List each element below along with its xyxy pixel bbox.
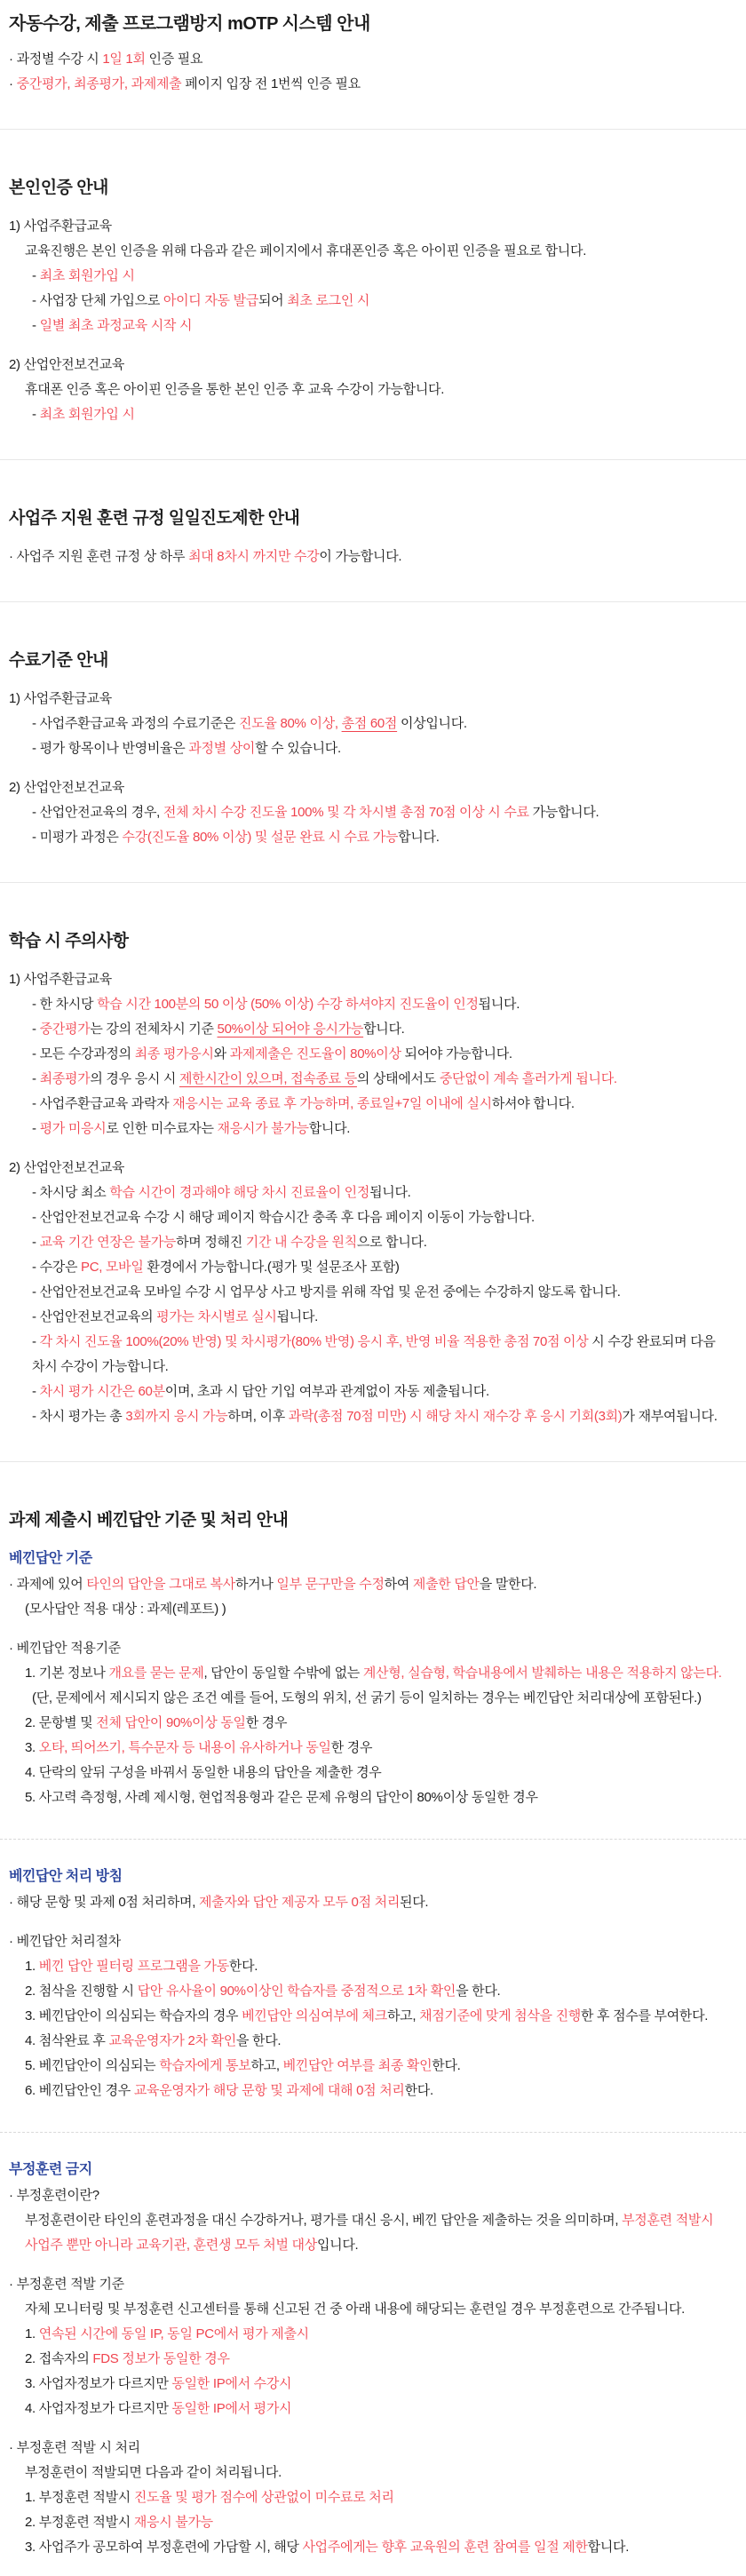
emphasis-text: 중간평가, 최종평가, 과제제출 [16,76,182,91]
emphasis-text: 최초 회원가입 시 [39,268,135,283]
text-line [9,289,737,314]
plain-text: 하셔야 합니다. [491,1096,575,1111]
plain-text: 1. 기본 정보나 [25,1666,109,1681]
plain-text: · 부정훈련이란? [9,2188,99,2203]
emphasis-text: 최종 평가응시 [134,1046,214,1061]
emphasis-text: 베낀답안 여부를 최종 확인 [282,2058,433,2073]
plain-text: - [32,1121,40,1136]
emphasis-text: 중간평가 [39,1022,91,1037]
notice-section [9,927,737,1462]
plain-text: 자체 모니터링 및 부정훈련 신고센터를 통해 신고된 건 중 아래 내용에 해당되는 훈련일 경우 부정훈련으로 간주됩니다. [25,2302,686,2317]
text-line [9,2535,737,2560]
subsection-heading: 베낀답안 처리 방침 [9,1869,123,1884]
emphasis-text: 연속된 시간에 동일 IP, 동일 PC에서 평가 제출시 [38,2326,309,2341]
text-line [9,2436,737,2461]
plain-text: · 부정훈련 적발 시 처리 [9,2440,140,2455]
text-line [9,1117,737,1141]
plain-text: 1. 부정훈련 적발시 [25,2490,134,2505]
emphasis-text: 최초 로그인 시 [287,293,370,308]
text-line [9,736,737,761]
emphasis-text: PC, 모바일 [81,1260,144,1275]
plain-text: 2) 산업안전보건교육 [9,1160,125,1175]
text-line [9,314,737,338]
emphasis-text: 최대 8차시 까지만 수강 [188,549,320,564]
plain-text: , 답안이 동일할 수밖에 없는 [203,1666,363,1681]
text-line [9,712,737,736]
plain-text: · 부정훈련 적발 기준 [9,2277,124,2292]
text-line [9,1379,737,1404]
emphasis-text: 일별 최초 과정교육 시작 시 [39,318,193,333]
emphasis-text: 제한시간이 있으며, 접속종료 등 [179,1071,357,1086]
plain-text: · 베낀답안 적용기준 [9,1641,121,1656]
text-line [9,1305,737,1330]
plain-text: 부정훈련이 적발되면 다음과 같이 처리됩니다. [25,2465,282,2480]
plain-text: 한 후 점수를 부여한다. [580,2008,709,2023]
text-line [9,214,737,239]
text-line [9,1736,737,1761]
emphasis-text: 일부 문구만을 수정 [276,1577,385,1592]
emphasis-text: 채점기준에 맞게 첨삭을 진행 [419,2008,581,2023]
text-line [9,2510,737,2535]
plain-text: 하고, [386,2008,420,2023]
plain-text: 할 수 있습니다. [255,741,341,756]
text-line [9,72,737,97]
emphasis-text: 베낀답안 의심여부에 체크 [242,2008,387,2023]
text-line [9,1785,737,1810]
plain-text: 3. 베낀답안이 의심되는 학습자의 경우 [25,2008,242,2023]
text-line [9,2347,737,2372]
emphasis-text: 동일한 IP에서 평가시 [171,2401,292,2416]
text-line [9,378,737,402]
plain-text: · 베낀답안 처리절차 [9,1934,121,1949]
plain-text: 합니다. [587,2540,630,2555]
plain-text: 2. 첨삭을 진행할 시 [25,1984,138,1999]
section-divider [0,1461,746,1462]
plain-text: 1) 사업주환급교육 [9,972,112,987]
emphasis-text: 수강(진도율 80% 이상) 및 설문 완료 시 수료 가능 [122,830,399,845]
plain-text: 인증 필요 [145,52,203,67]
text-line [9,2461,737,2485]
plain-text: 하여 [384,1577,413,1592]
text-line [9,264,737,289]
plain-text: 5. 베낀답안이 의심되는 [25,2058,160,2073]
emphasis-text: 과제제출은 진도율이 80%이상 [229,1046,401,1061]
plain-text: 4. 첨삭완료 후 [25,2033,109,2048]
text-line [9,1572,737,1597]
plain-text: - [32,1334,40,1349]
text-line [9,2054,737,2079]
emphasis-text: 부정훈련 적발시 사업주 뿐만 아니라 교육기관, 훈련생 모두 처벌 대상 [25,2213,714,2253]
emphasis-text: 제출자와 답안 제공자 모두 0점 처리 [198,1895,401,1910]
plain-text: 되어야 가능합니다. [401,1046,512,1061]
emphasis-text: 제출한 답안 [412,1577,480,1592]
plain-text: 가능합니다. [528,805,599,820]
plain-text: - [32,268,40,283]
plain-text: 됩니다. [276,1309,319,1324]
emphasis-text: 아이디 자동 발급 [163,293,258,308]
section-divider [0,882,746,883]
emphasis-text: 과정별 상이 [188,741,256,756]
plain-text: 하며, 이후 [227,1409,289,1424]
plain-text: 로 인한 미수료자는 [106,1121,218,1136]
plain-text: 을 말한다. [479,1577,537,1592]
emphasis-text: 전체 답안이 90%이상 동일 [96,1715,246,1730]
notice-section [9,647,737,883]
section-divider [0,601,746,602]
plain-text: 는 강의 전체차시 기준 [90,1022,218,1037]
plain-text: (모사답안 적용 대상 : 과제(레포트) ) [25,1602,226,1617]
plain-text: 합니다. [398,830,440,845]
text-line [9,1686,737,1711]
plain-text: 입니다. [316,2238,359,2253]
text-line [9,1042,737,1067]
plain-text: 3. 사업주가 공모하여 부정훈련에 가담할 시, 해당 [25,2540,303,2555]
plain-text: 하거나 [234,1577,277,1592]
plain-text: - 한 차시당 [32,997,98,1012]
plain-text: 되어 [258,293,288,308]
emphasis-text: 평가는 차시별로 실시 [156,1309,277,1324]
text-line [9,402,737,427]
text-line [9,1181,737,1205]
plain-text: - [32,1022,40,1037]
subsection-heading: 부정훈련 금지 [9,2162,92,2177]
emphasis-text: 학습자에게 통보 [159,2058,251,2073]
section-heading: 본인인증 안내 [9,179,108,197]
text-line [9,1890,737,1915]
plain-text: 3. [25,1740,39,1755]
emphasis-text: 최초 회원가입 시 [39,407,135,422]
plain-text: - 미평가 과정은 [32,830,123,845]
subsection-heading: 베낀답안 기준 [9,1551,92,1566]
plain-text: 4. 사업자정보가 다르지만 [25,2401,172,2416]
plain-text: - [32,1384,40,1399]
emphasis-text: 각 차시 진도율 100%(20% 반영) 및 차시평가(80% 반영) 응시 후, 반영 비율 적용한 총점 70점 이상 [39,1334,589,1349]
emphasis-text: 전체 차시 수강 진도율 100% 및 각 차시별 총점 70점 이상 시 수료 [163,805,529,820]
emphasis-text: 1일 1회 [102,52,146,67]
plain-text: (단, 문제에서 제시되지 않은 조건 예를 들어, 도형의 위치, 선 굵기 등이 일치하는 경우는 베낀답안 처리대상에 포함된다.) [32,1690,702,1705]
emphasis-text: 타인의 답안을 그대로 복사 [86,1577,235,1592]
text-line [9,992,737,1017]
plain-text: 부정훈련이란 타인의 훈련과정을 대신 수강하거나, 평가를 대신 응시, 베낀 답안을 제출하는 것을 의미하며, [25,2213,623,2228]
section-divider [0,459,746,460]
section-heading: 수료기준 안내 [9,651,108,670]
text-line [9,2079,737,2103]
emphasis-text: 총점 60점 [341,716,398,731]
emphasis-text: 50%이상 되어야 응시가능 [217,1022,364,1037]
text-line [9,47,737,72]
text-line [9,1929,737,1954]
plain-text: 이 가능합니다. [319,549,402,564]
plain-text: - 사업주환급교육 과정의 수료기준은 [32,716,240,731]
emphasis-text: 오타, 띄어쓰기, 특수문자 등 내용이 유사하거나 동일 [38,1740,331,1755]
section-divider [0,1839,746,1840]
plain-text: - 산업안전보건교육의 [32,1309,157,1324]
plain-text: 한 경우 [330,1740,373,1755]
plain-text: 5. 사고력 측정형, 사례 제시형, 현업적용형과 같은 문제 유형의 답안이 80%이상 동일한 경우 [25,1790,538,1805]
section-heading: 학습 시 주의사항 [9,932,129,950]
plain-text: 한 경우 [245,1715,288,1730]
plain-text: 시 수강 완료되며 다음 차시 수강이 가능합니다. [32,1334,716,1374]
plain-text: - [32,1235,40,1250]
text-line [9,1205,737,1230]
emphasis-text: 사업주에게는 향후 교육원의 훈련 참여를 일절 제한 [302,2540,588,2555]
plain-text: · 사업주 지원 훈련 규정 상 하루 [9,549,189,564]
plain-text: - 사업주환급교육 과락자 [32,1096,173,1111]
plain-text: 2. 부정훈련 적발시 [25,2515,134,2530]
section-divider [0,2132,746,2133]
text-line [9,775,737,800]
text-line [9,800,737,825]
text-line [9,1761,737,1785]
emphasis-text: 진도율 및 평가 점수에 상관없이 미수료로 처리 [133,2490,394,2505]
text-line [9,1017,737,1042]
text-line [9,825,737,850]
text-line [9,1954,737,1979]
plain-text: 2) 산업안전보건교육 [9,780,125,795]
text-line [9,1979,737,2004]
emphasis-text: 답안 유사율이 90%이상인 학습자를 중점적으로 1차 확인 [137,1984,456,1999]
plain-text: · 과정별 수강 시 [9,52,103,67]
text-line [9,687,737,712]
plain-text: - [32,1071,40,1086]
text-line [9,1404,737,1429]
plain-text: - [32,318,40,333]
plain-text: 가 재부여됩니다. [622,1409,718,1424]
emphasis-text: 재응시가 불가능 [217,1121,309,1136]
plain-text: 교육진행은 본인 인증을 위해 다음과 같은 페이지에서 휴대폰인증 혹은 아이핀 인증을 필요로 합니다. [25,243,587,258]
text-line [9,353,737,378]
plain-text: 한다. [432,2058,461,2073]
plain-text: · 과제에 있어 [9,1577,87,1592]
plain-text: 하며 정해진 [176,1235,246,1250]
text-line [9,1330,737,1379]
plain-text: 한다. [228,1959,258,1974]
plain-text: 2) 산업안전보건교육 [9,357,125,372]
plain-text: - 평가 항목이나 반영비율은 [32,741,189,756]
plain-text: 3. 사업자정보가 다르지만 [25,2376,172,2391]
plain-text: 된다. [400,1895,429,1910]
plain-text: 1. [25,1959,39,1974]
plain-text: 1. [25,2326,39,2341]
plain-text: 이며, 초과 시 답안 기입 여부과 관계없이 자동 제출됩니다. [164,1384,489,1399]
emphasis-text: 3회까지 응시 가능 [125,1409,228,1424]
text-line [9,1067,737,1092]
text-line [9,1711,737,1736]
plain-text: 1) 사업주환급교육 [9,219,112,234]
plain-text: 합니다. [308,1121,351,1136]
plain-text: 와 [213,1046,230,1061]
plain-text: 됩니다. [369,1185,411,1200]
plain-text: 한다. [404,2083,433,2098]
plain-text: - 산업안전보건교육 모바일 수강 시 업무상 사고 방지를 위해 작업 및 운전 중에는 수강하지 않도록 합니다. [32,1284,621,1300]
plain-text: 2. 접속자의 [25,2351,93,2366]
text-line [9,2029,737,2054]
plain-text: 의 경우 응시 시 [90,1071,179,1086]
text-line [9,2183,737,2208]
emphasis-text: 재응시 불가능 [133,2515,213,2530]
text-line [9,2208,737,2258]
emphasis-text: 최종평가 [39,1071,91,1086]
text-line [9,1255,737,1280]
text-line [9,2004,737,2029]
emphasis-text: 차시 평가 시간은 60분 [39,1384,165,1399]
emphasis-text: 교육 기간 연장은 불가능 [39,1235,177,1250]
plain-text: 4. 단락의 앞뒤 구성을 바꿔서 동일한 내용의 답안을 제출한 경우 [25,1765,382,1780]
plain-text: - 차시 평가는 총 [32,1409,126,1424]
plain-text: 휴대폰 인증 혹은 아이핀 인증을 통한 본인 인증 후 교육 수강이 가능합니다. [25,382,445,397]
plain-text: - [32,407,40,422]
plain-text: - 모든 수강과정의 [32,1046,135,1061]
text-line [9,1636,737,1661]
notice-section [9,9,737,130]
emphasis-text: 교육운영자가 해당 문항 및 과제에 대해 0점 처리 [133,2083,405,2098]
emphasis-text: 개요를 묻는 문제 [108,1666,204,1681]
emphasis-text: 동일한 IP에서 수강시 [171,2376,292,2391]
plain-text: 하고, [250,2058,283,2073]
section-heading: 과제 제출시 베낀답안 기준 및 처리 안내 [9,1511,289,1530]
plain-text: - 산업안전교육의 경우, [32,805,163,820]
plain-text: 1) 사업주환급교육 [9,691,112,706]
text-line [9,545,737,569]
text-line [9,2372,737,2397]
section-divider [0,129,746,130]
emphasis-text: 베낀 답안 필터링 프로그램을 가동 [38,1959,229,1974]
plain-text: - 차시당 최소 [32,1185,110,1200]
notice-section [9,1507,737,2560]
plain-text: 의 상태에서도 [356,1071,440,1086]
text-line [9,1280,737,1305]
text-line [9,2297,737,2322]
plain-text: 합니다. [363,1022,405,1037]
text-line [9,2485,737,2510]
plain-text: · [9,76,17,91]
plain-text: - 사업장 단체 가입으로 [32,293,163,308]
text-line [9,1092,737,1117]
notice-section [9,174,737,460]
emphasis-text: 학습 시간이 경과해야 해당 차시 진료율이 인정 [109,1185,370,1200]
plain-text: 을 한다. [456,1984,501,1999]
text-line [9,1230,737,1255]
plain-text: - 산업안전보건교육 수강 시 해당 페이지 학습시간 충족 후 다음 페이지 이동이 가능합니다. [32,1210,535,1225]
plain-text: 이상입니다. [397,716,467,731]
plain-text: - 수강은 [32,1260,82,1275]
plain-text: 페이지 입장 전 1번씩 인증 필요 [181,76,361,91]
plain-text: · 해당 문항 및 과제 0점 처리하며, [9,1895,199,1910]
notice-section [9,505,737,602]
emphasis-text: 진도율 80% 이상, [239,716,342,731]
emphasis-text: FDS 정보가 동일한 경우 [92,2351,230,2366]
plain-text: 을 한다. [235,2033,282,2048]
emphasis-text: 평가 미응시 [39,1121,107,1136]
text-line [9,1661,737,1686]
text-line [9,1597,737,1622]
plain-text: 6. 베낀답안인 경우 [25,2083,134,2098]
text-line [9,967,737,992]
plain-text: 환경에서 가능합니다.(평가 및 설문조사 포함) [143,1260,400,1275]
emphasis-text: 중단없이 계속 흘러가게 됩니다. [439,1071,617,1086]
text-line [9,2397,737,2421]
text-line [9,1156,737,1181]
emphasis-text: 재응시는 교육 종료 후 가능하며, 종료일+7일 이내에 실시 [172,1096,492,1111]
text-line [9,2322,737,2347]
emphasis-text: 과락(총점 70점 미만) 시 해당 차시 재수강 후 응시 기회(3회) [288,1409,623,1424]
plain-text: 2. 문항별 및 [25,1715,97,1730]
text-line [9,2272,737,2297]
emphasis-text: 학습 시간 100분의 50 이상 (50% 이상) 수강 하셔야지 진도율이 인정 [97,997,479,1012]
emphasis-text: 기간 내 수강을 원칙 [245,1235,357,1250]
section-heading: 자동수강, 제출 프로그램방지 mOTP 시스템 안내 [9,14,370,34]
emphasis-text: 계산형, 실습형, 학습내용에서 발췌하는 내용은 적용하지 않는다. [362,1666,722,1681]
section-heading: 사업주 지원 훈련 규정 일일진도제한 안내 [9,509,300,528]
plain-text: 으로 합니다. [356,1235,427,1250]
emphasis-text: 교육운영자가 2차 확인 [108,2033,236,2048]
text-line [9,239,737,264]
plain-text: 됩니다. [478,997,520,1012]
